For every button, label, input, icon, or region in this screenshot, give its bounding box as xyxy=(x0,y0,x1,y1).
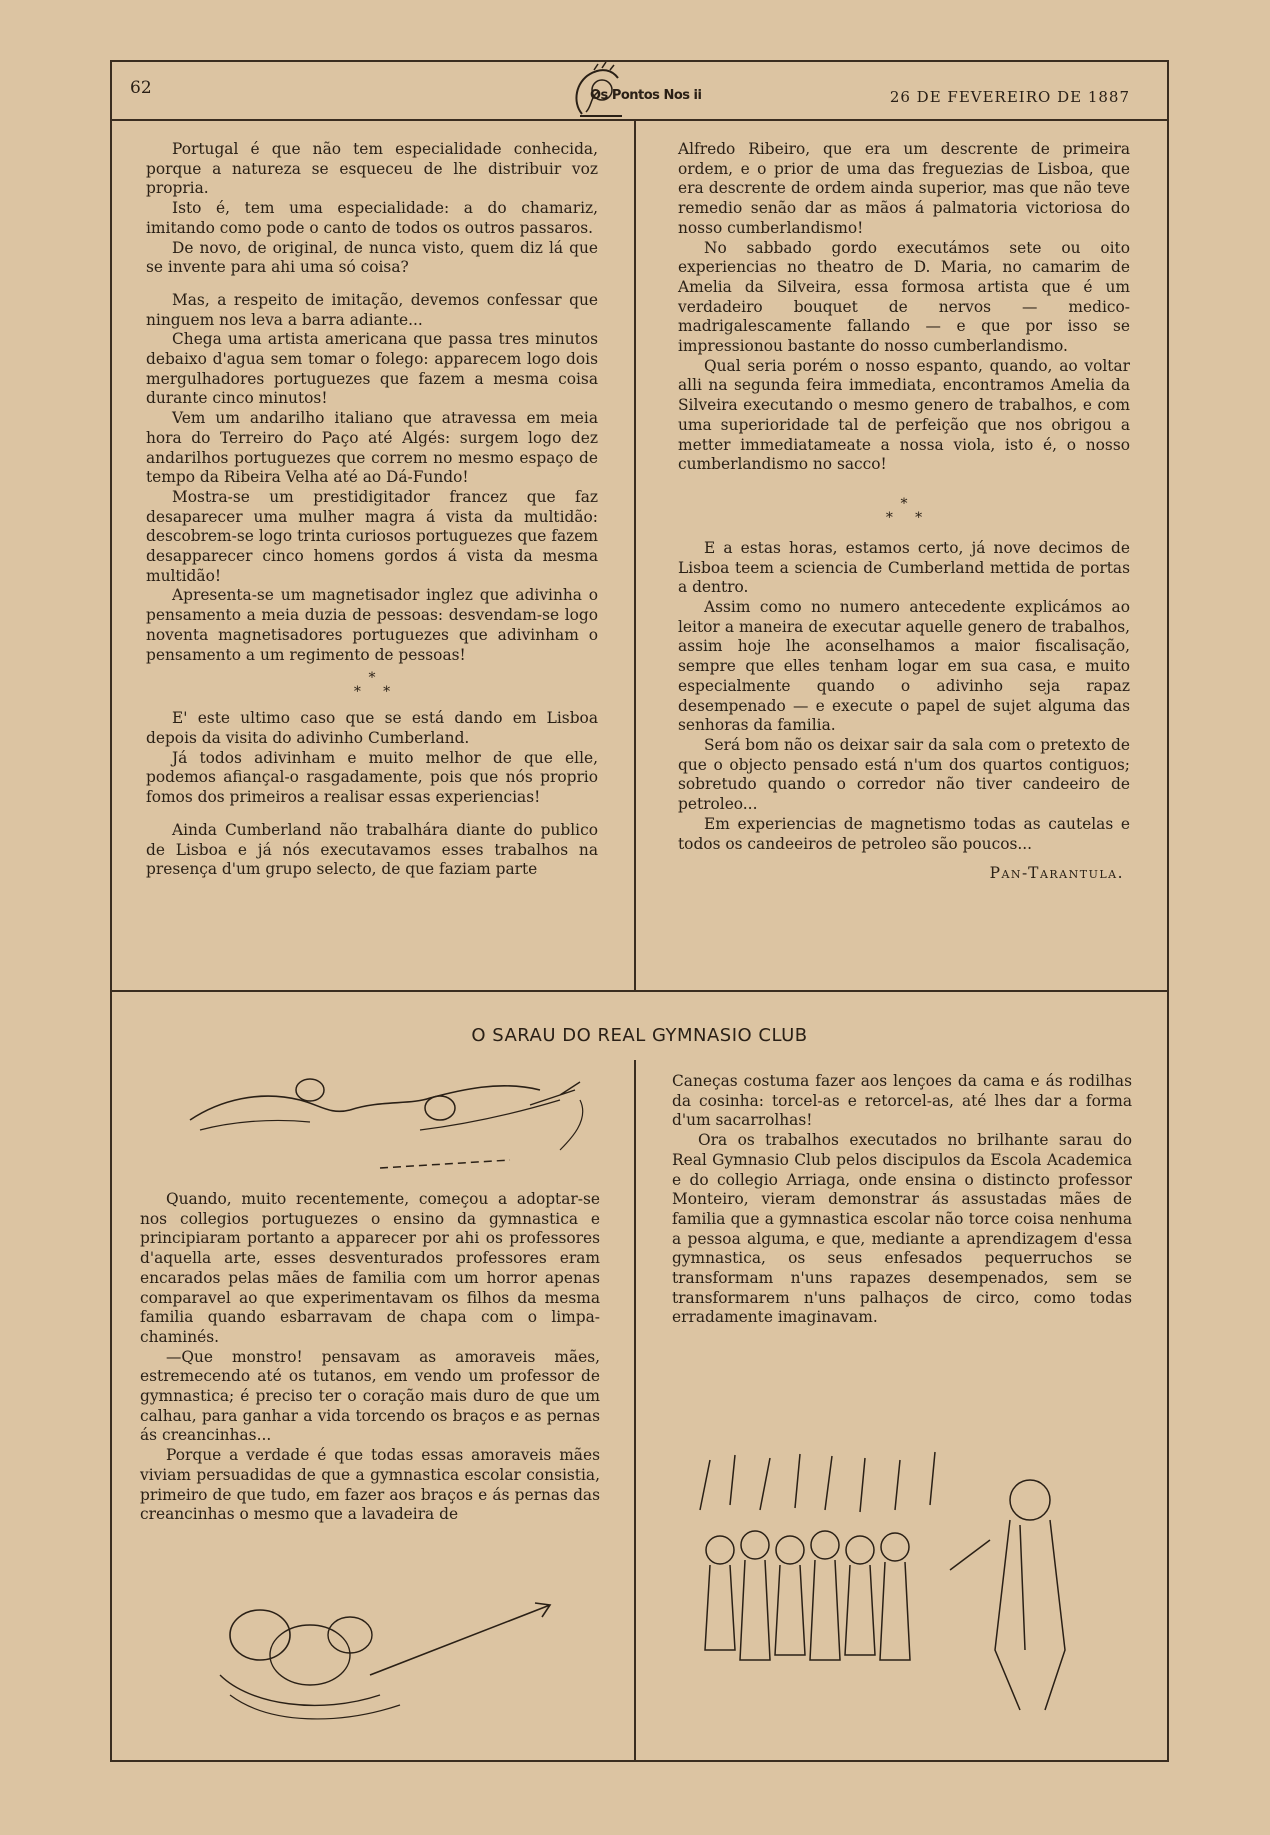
paragraph: Ainda Cumberland não trabalhára diante do publico de Lisboa e já nós executavamos esses trabalhos na presença d'um grupo selecto, de que faziam parte xyxy=(146,820,598,879)
paragraph: Será bom não os deixar sair da sala com o pretexto de que o objecto pensado está n'um dos quartos contiguos; sobretudo quando o corredor não tiver candeeiro de petroleo... xyxy=(678,735,1130,814)
paragraph: Alfredo Ribeiro, que era um descrente de primeira ordem, e o prior de uma das freguezias de Lisboa, que era descrente de ordem ainda superior, mas que não teve remedio senão dar as mãos á palmatoria victoriosa do nosso cumberlandismo! xyxy=(678,140,1130,237)
paragraph: —Que monstro! pensavam as amoraveis mães, estremecendo até os tutanos, em vendo um professor de gymnastica; é preciso ter o coração mais duro de que um calhau, para ganhar a vida torcendo os braços e as pernas ás creancinhas... xyxy=(140,1347,600,1445)
author-signature: Pan-Tarantula. xyxy=(989,864,1124,883)
section-separator-stars: * * * xyxy=(353,670,391,701)
paragraph: Qual seria porém o nosso espanto, quando, ao voltar alli na segunda feira immediata, encontramos Amelia da Silveira executando o mesmo genero de trabalhos, e com uma superioridade tal de perfeição que nos obrigou a metter immediatameate a nossa viola, isto é, o nosso cumberlandismo no sacco! xyxy=(678,356,1130,474)
article1-right-column xyxy=(678,140,1130,884)
paragraph: Quando, muito recentemente, começou a adoptar-se nos collegios portuguezes o ensino da gymnastica e principiaram portanto a apparecer por ahi os professores d'aquella arte, esses desventurados professores eram encarados pelas mães de familia com um horror apenas comparavel ao que experimentavam os filhos da mesma familia quando esbarravam de chapa com o limpa-chaminés. xyxy=(140,1190,600,1346)
article2-left-column xyxy=(140,1190,600,1525)
paragraph: Portugal é que não tem especialidade conhecida, porque a natureza se esqueceu de lhe distribuir voz propria. xyxy=(146,140,598,198)
page-number: 62 xyxy=(130,78,152,98)
paragraph: Já todos adivinham e muito melhor de que elle, podemos afiançal-o rasgadamente, pois que nós proprio fomos dos primeiros a realisar essas experiencias! xyxy=(146,748,598,807)
column-divider-bottom xyxy=(634,1060,636,1760)
wrestling-figures-illustration-icon xyxy=(200,1595,560,1735)
paragraph: Mostra-se um prestidigitador francez que faz desaparecer uma mulher magra á vista da multidão: descobrem-se logo trinta curiosos portuguezes que fazem desapparecer cinco homens gordos á vista da mesma multidão! xyxy=(146,487,598,585)
paragraph: Em experiencias de magnetismo todas as cautelas e todos os candeeiros de petroleo são poucos... xyxy=(678,814,1130,853)
column-divider-top xyxy=(634,120,636,990)
paragraph: Chega uma artista americana que passa tres minutos debaixo d'agua sem tomar o folego: apparecem logo dois mergulhadores portuguezes que fazem a mesma coisa durante cinco minutos! xyxy=(146,330,598,408)
paragraph: Assim como no numero antecedente explicámos ao leitor a maneira de executar aquelle genero de trabalhos, assim hoje lhe aconselhamos a maior fiscalisação, sempre que elles tenham logar em sua casa, e muito especialmente quando o adivinho seja rapaz desempenado — e execute o papel de sujet alguma das senhoras da familia. xyxy=(678,598,1130,735)
masthead-title: Os Pontos Nos ii xyxy=(590,88,702,103)
paragraph: De novo, de original, de nunca visto, quem diz lá que se invente para ahi uma só coisa? xyxy=(146,238,598,277)
section-rule xyxy=(110,990,1169,992)
issue-date: 26 DE FEVEREIRO DE 1887 xyxy=(889,88,1130,106)
article2-right-column xyxy=(672,1072,1132,1328)
section-separator-stars: * * * xyxy=(885,495,923,526)
paragraph: No sabbado gordo executámos sete ou oito experiencias no theatro de D. Maria, no camarim de Amelia da Silveira, essa formosa artista que é um verdadeiro bouquet de nervos — medico-madrigalescamente fallando — e que por isso se impressionou bastante do nosso cumberlandismo. xyxy=(678,238,1130,356)
paragraph: Mas, a respeito de imitação, devemos confessar que ninguem nos leva a barra adiante... xyxy=(146,290,598,329)
article1-left-column xyxy=(146,140,598,880)
paragraph: Porque a verdade é que todas essas amoraveis mães viviam persuadidas de que a gymnastica escolar consistia, primeiro de que tudo, em fazer aos braços e ás pernas das creancinhas o mesmo que a lavadeira de xyxy=(140,1446,600,1524)
article-title: O SARAU DO REAL GYMNASIO CLUB xyxy=(471,1025,808,1046)
paragraph: E a estas horas, estamos certo, já nove decimos de Lisboa teem a sciencia de Cumberland mettida de portas a dentro. xyxy=(678,538,1130,597)
paragraph: Vem um andarilho italiano que atravessa em meia hora do Terreiro do Paço até Algés: surgem logo dez andarilhos portuguezes que correm no mesmo espaço de tempo da Ribeira Velha até ao Dá-Fundo! xyxy=(146,409,598,487)
paragraph: Caneças costuma fazer aos lençoes da cama e ás rodilhas da cosinha: torcel-as e retorcel-as, até lhes dar a forma d'um sacarrolhas! xyxy=(672,1072,1132,1130)
flying-figures-illustration-icon xyxy=(180,1060,600,1175)
paragraph: Ora os trabalhos executados no brilhante sarau do Real Gymnasio Club pelos discipulos da Escola Academica e do collegio Arriaga, onde ensina o distincto professor Monteiro, vieram demonstrar ás assustadas mães de familia que a gymnastica escolar não torce coisa nenhuma a pessoa alguma, e que, mediante a aprendizagem d'essa gymnastica, os seus enfesados pequerruchos se transformam n'uns rapazes desempenados, sem se transformarem n'uns palhaços de circo, como todas erradamente imaginavam. xyxy=(672,1131,1132,1327)
paragraph: E' este ultimo caso que se está dando em Lisboa depois da visita do adivinho Cumberland. xyxy=(146,709,598,747)
gymnastics-class-illustration-icon xyxy=(690,1450,1120,1720)
paragraph: Apresenta-se um magnetisador inglez que adivinha o pensamento a meia duzia de pessoas: desvendam-se logo noventa magnetisadores portuguezes que adivinham o pensamento a um regimento de pessoas! xyxy=(146,586,598,664)
paragraph: Isto é, tem uma especialidade: a do chamariz, imitando como pode o canto de todos os outros passaros. xyxy=(146,199,598,237)
